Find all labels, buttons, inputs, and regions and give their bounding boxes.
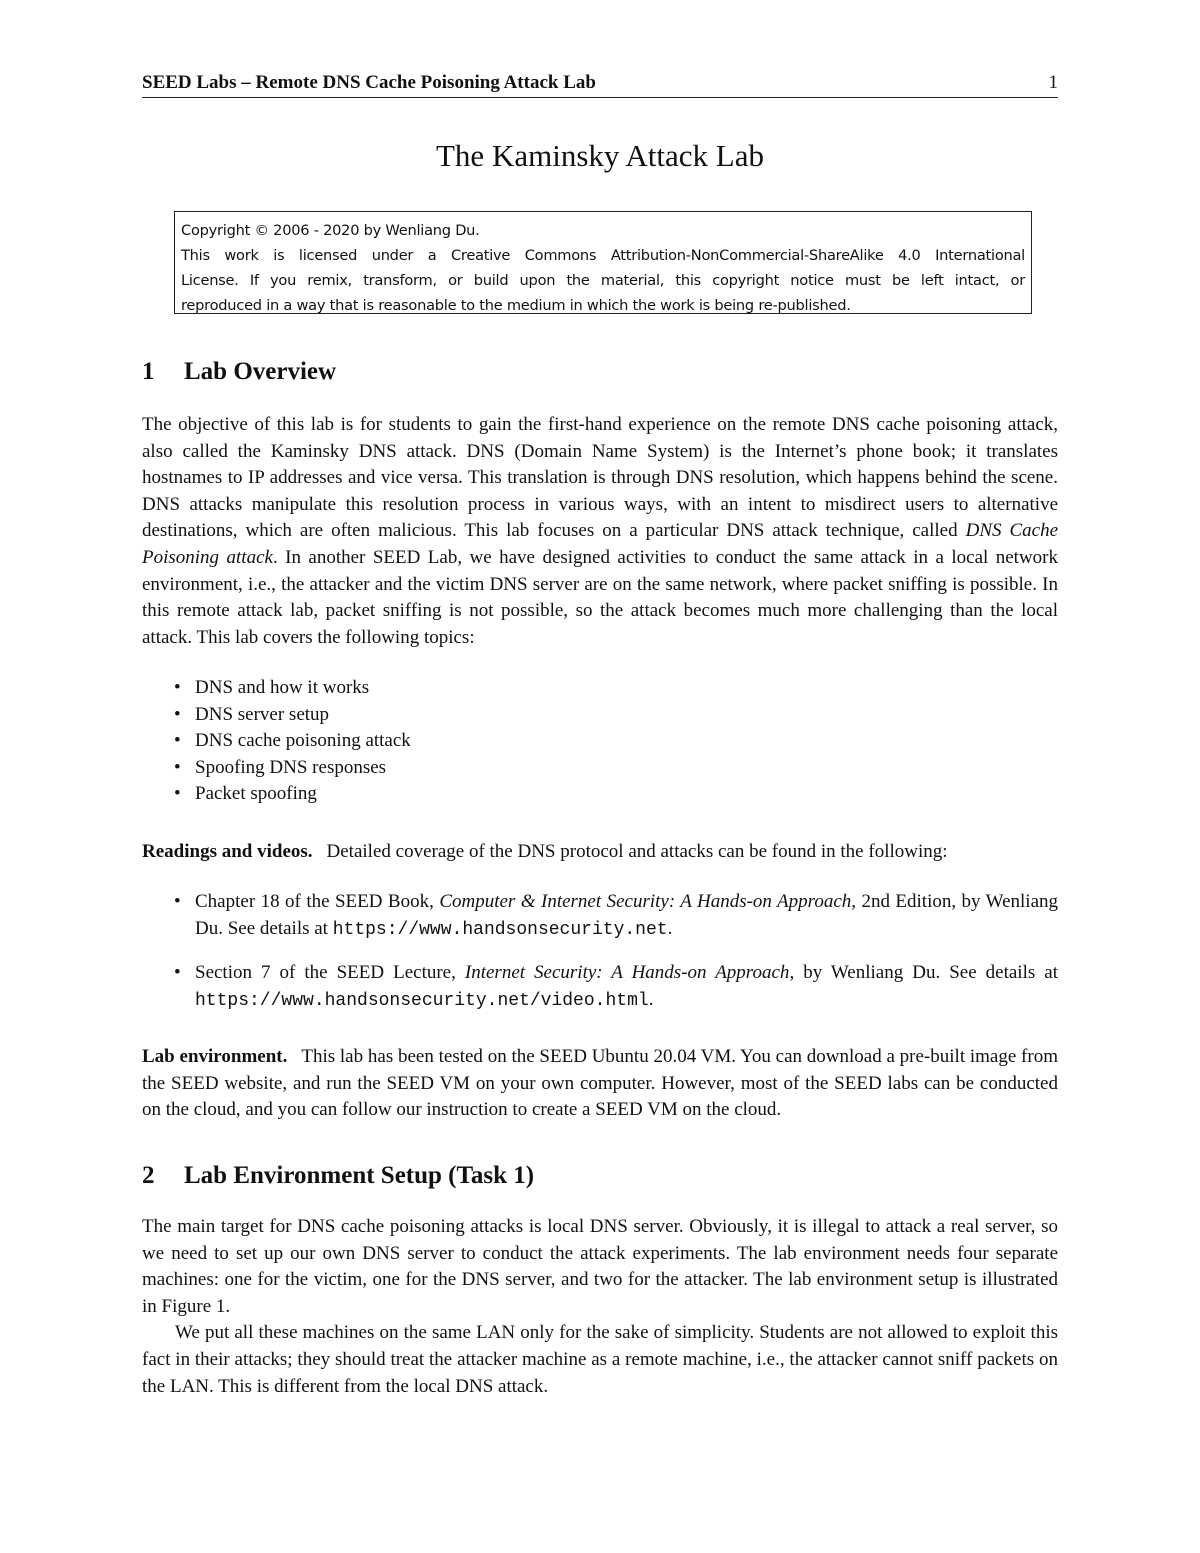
reading-item-book: • Chapter 18 of the SEED Book, Computer & Internet Security: A Hands-on Approach, 2nd Edition, by Wenliang Du. See details at https://www.handsonsecurity.net. bbox=[174, 891, 1059, 940]
section-title: Lab Overview bbox=[184, 358, 337, 385]
topics-list bbox=[174, 675, 411, 808]
environment-paragraph bbox=[142, 1044, 1058, 1124]
section-number: 2 bbox=[142, 1162, 155, 1189]
section-heading-environment-setup bbox=[142, 1162, 534, 1190]
list-item: • DNS cache poisoning attack bbox=[174, 728, 411, 755]
readings-paragraph bbox=[142, 839, 1058, 866]
list-item: • Spoofing DNS responses bbox=[174, 755, 411, 782]
copyright-box bbox=[174, 211, 1032, 314]
section-number: 1 bbox=[142, 358, 155, 385]
running-header bbox=[142, 70, 1058, 98]
lecture-link[interactable]: https://www.handsonsecurity.net/video.html bbox=[195, 990, 649, 1011]
overview-text: . In another SEED Lab, we have designed activities to conduct the same attack in a local network environment, i.e., the attacker and the victim DNS server are on the same network, where packet sniffing is possible. In this remote attack lab, packet sniffing is not possible, so the attack becomes much more challenging than the local attack. This lab covers the following topics: bbox=[142, 546, 1058, 648]
book-title: Computer & Internet Security: A Hands-on Approach bbox=[439, 891, 852, 912]
lecture-title: Internet Security: A Hands-on Approach bbox=[464, 962, 790, 983]
readings-text: Detailed coverage of the DNS protocol and attacks can be found in the following: bbox=[326, 841, 948, 862]
list-item: • DNS and how it works bbox=[174, 675, 411, 702]
overview-emphasis: DNS Cache Poisoning attack bbox=[142, 520, 1058, 568]
setup-text: The main target for DNS cache poisoning attacks is local DNS server. Obviously, it is illegal to attack a real server, so we need to set up our own DNS server to conduct the attack experiments. The lab environment needs four separate machines: one for the victim, one for the DNS server, and two for the attacker. The lab environment setup is illustrated in Figure 1. bbox=[142, 1216, 1058, 1317]
environment-label: Lab environment. bbox=[142, 1046, 288, 1067]
overview-text: The objective of this lab is for students to gain the first-hand experience on the remote DNS cache poisoning attack, also called the Kaminsky DNS attack. DNS (Domain Name System) is the Internet’s phone book; it translates hostnames to IP addresses and vice versa. This translation is through DNS resolution, which happens behind the scene. DNS attacks manipulate this resolution process in various ways, with an intent to misdirect users to alternative destinations, which are often malicious. This lab focuses on a particular DNS attack technique, called bbox=[142, 414, 1058, 542]
section-title: Lab Environment Setup (Task 1) bbox=[184, 1162, 535, 1189]
license-line: License. If you remix, transform, or build upon the material, this copyright notice must be left intact, or bbox=[181, 272, 1025, 289]
document-title: The Kaminsky Attack Lab bbox=[436, 138, 764, 173]
header-title: SEED Labs – Remote DNS Cache Poisoning Attack Lab bbox=[142, 72, 596, 93]
overview-paragraph bbox=[142, 412, 1058, 651]
section-heading-lab-overview bbox=[142, 358, 336, 386]
setup-text: We put all these machines on the same LAN only for the sake of simplicity. Students are not allowed to exploit this fact in their attacks; they should treat the attacker machine as a remote machine, i.e., the attacker cannot sniff packets on the LAN. This is different from the local DNS attack. bbox=[142, 1322, 1058, 1397]
setup-paragraph bbox=[142, 1214, 1058, 1400]
license-line: This work is licensed under a Creative Commons Attribution-NonCommercial-ShareAlike 4.0 International bbox=[181, 247, 1025, 264]
readings-label: Readings and videos. bbox=[142, 841, 313, 862]
page-number: 1 bbox=[1048, 72, 1058, 93]
copyright-line: Copyright © 2006 - 2020 by Wenliang Du. bbox=[181, 222, 480, 239]
list-item: • Packet spoofing bbox=[174, 781, 411, 808]
reading-item-lecture: • Section 7 of the SEED Lecture, Internet Security: A Hands-on Approach, by Wenliang Du. See details at https://www.handsonsecurity.net/video.html. bbox=[174, 962, 1058, 1011]
book-link[interactable]: https://www.handsonsecurity.net bbox=[332, 919, 668, 940]
license-line: reproduced in a way that is reasonable to the medium in which the work is being re-published. bbox=[181, 297, 851, 314]
list-item: • DNS server setup bbox=[174, 702, 411, 729]
environment-text: This lab has been tested on the SEED Ubuntu 20.04 VM. You can download a pre-built image from the SEED website, and run the SEED VM on your own computer. However, most of the SEED labs can be conducted on the cloud, and you can follow our instruction to create a SEED VM on the cloud. bbox=[142, 1046, 1058, 1121]
